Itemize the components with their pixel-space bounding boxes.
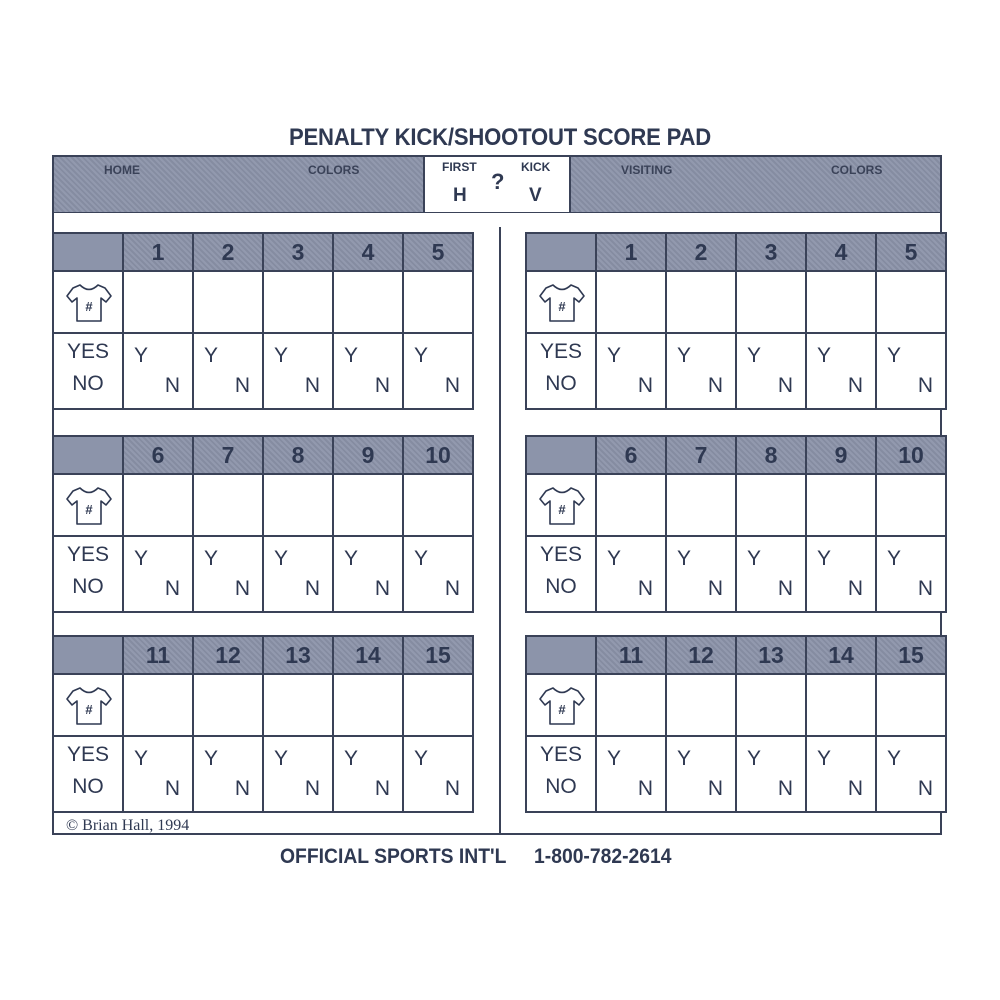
kick-number-cell: 14 [806,636,876,674]
result-cell[interactable] [736,536,806,612]
yes-mark[interactable]: Y [677,747,692,770]
no-mark[interactable]: N [304,374,320,397]
jersey-number-symbol: # [85,502,93,517]
corner-cell [526,233,596,271]
no-mark[interactable]: N [164,374,180,397]
no-mark[interactable]: N [164,577,180,600]
company-name: OFFICIAL SPORTS INT'L [280,845,507,868]
jersey-number-input-cell[interactable] [263,271,333,333]
jersey-row [53,271,473,333]
kick-number-cell: 13 [736,636,806,674]
yes-mark[interactable]: Y [887,747,902,770]
jersey-number-input-cell[interactable] [596,674,666,736]
kick-number-row [526,233,946,271]
jersey-label-cell [526,474,596,536]
jersey-number-input-cell[interactable] [876,474,946,536]
no-mark[interactable]: N [777,374,793,397]
yes-label: YES [539,340,583,363]
kick-number-cell: 7 [666,436,736,474]
page-title: PENALTY KICK/SHOOTOUT SCORE PAD [288,124,712,151]
visiting-kicks-block-2 [525,435,947,613]
yes-mark[interactable]: Y [274,344,289,367]
result-cell[interactable] [596,333,666,409]
result-cell[interactable] [123,333,193,409]
jersey-number-input-cell[interactable] [193,271,263,333]
kick-number-cell: 1 [596,233,666,271]
jersey-number-input-cell[interactable] [123,271,193,333]
jersey-number-input-cell[interactable] [666,674,736,736]
yes-mark[interactable]: Y [204,547,219,570]
jersey-label-cell [53,271,123,333]
result-cell[interactable] [333,736,403,812]
yes-mark[interactable]: Y [414,547,429,570]
result-cell[interactable] [123,736,193,812]
home-kicks-block-2 [52,435,474,613]
corner-cell [526,636,596,674]
no-label: NO [545,372,577,395]
visiting-label: VISITING [621,163,673,177]
result-cell[interactable] [736,736,806,812]
jersey-number-input-cell[interactable] [596,474,666,536]
yes-no-label-cell [526,333,596,409]
kick-number-cell: 13 [263,636,333,674]
result-cell[interactable] [263,536,333,612]
kick-number-cell: 14 [333,636,403,674]
no-mark[interactable]: N [777,777,793,800]
no-mark[interactable]: N [234,374,250,397]
jersey-number-input-cell[interactable] [403,474,473,536]
visiting-colors-label: COLORS [831,163,883,177]
yes-mark[interactable]: Y [817,547,832,570]
yes-mark[interactable]: Y [134,747,149,770]
result-cell[interactable] [123,536,193,612]
result-cell[interactable] [193,333,263,409]
result-row [53,333,473,409]
result-cell[interactable] [403,736,473,812]
kick-number-cell: 3 [263,233,333,271]
no-mark[interactable]: N [707,777,723,800]
jersey-number-symbol: # [558,702,566,717]
yes-label: YES [66,543,110,566]
kick-number-cell: 12 [193,636,263,674]
jersey-number-input-cell[interactable] [736,271,806,333]
result-cell[interactable] [876,333,946,409]
yes-mark[interactable]: Y [134,344,149,367]
first-label: FIRST [442,160,477,174]
jersey-number-input-cell[interactable] [123,674,193,736]
home-header-band [54,157,423,212]
result-cell[interactable] [736,333,806,409]
no-mark[interactable]: N [164,777,180,800]
result-cell[interactable] [876,536,946,612]
no-mark[interactable]: N [707,577,723,600]
result-cell[interactable] [596,736,666,812]
jersey-label-cell [53,674,123,736]
result-cell[interactable] [263,736,333,812]
result-cell[interactable] [403,536,473,612]
kick-number-cell: 4 [806,233,876,271]
yes-label: YES [66,743,110,766]
jersey-icon [537,683,587,729]
kick-number-cell: 6 [123,436,193,474]
result-cell[interactable] [193,736,263,812]
yes-mark[interactable]: Y [817,747,832,770]
yes-mark[interactable]: Y [747,547,762,570]
kick-number-row [526,436,946,474]
yes-mark[interactable]: Y [607,344,622,367]
header-divider [54,212,940,213]
yes-mark[interactable]: Y [677,547,692,570]
yes-label: YES [539,543,583,566]
kick-number-cell: 9 [333,436,403,474]
kick-number-cell: 6 [596,436,666,474]
kick-number-cell: 11 [123,636,193,674]
no-label: NO [545,775,577,798]
jersey-row [526,474,946,536]
jersey-number-input-cell[interactable] [333,271,403,333]
yes-mark[interactable]: Y [747,344,762,367]
jersey-number-input-cell[interactable] [806,674,876,736]
jersey-number-input-cell[interactable] [263,674,333,736]
yes-no-label-cell [526,736,596,812]
kick-number-cell: 9 [806,436,876,474]
result-cell[interactable] [666,736,736,812]
result-row [526,333,946,409]
corner-cell [53,636,123,674]
kick-number-cell: 5 [876,233,946,271]
no-mark[interactable]: N [304,777,320,800]
result-cell[interactable] [403,333,473,409]
home-kicks-block-1 [52,232,474,410]
no-mark[interactable]: N [234,577,250,600]
yes-mark[interactable]: Y [607,747,622,770]
result-cell[interactable] [333,333,403,409]
kick-number-cell: 5 [403,233,473,271]
kick-label: KICK [521,160,551,174]
jersey-icon [537,280,587,326]
home-kicks-block-3 [52,635,474,813]
jersey-icon [64,683,114,729]
corner-cell [526,436,596,474]
kick-number-cell: 15 [403,636,473,674]
kick-number-cell: 8 [736,436,806,474]
kick-number-row [53,233,473,271]
kick-number-row [526,636,946,674]
yes-mark[interactable]: Y [274,747,289,770]
home-label: HOME [104,163,140,177]
no-mark[interactable]: N [374,374,390,397]
no-label: NO [72,775,104,798]
no-mark[interactable]: N [304,577,320,600]
jersey-number-symbol: # [85,299,93,314]
visiting-kicks-block-1 [525,232,947,410]
no-mark[interactable]: N [917,777,933,800]
jersey-label-cell [526,271,596,333]
jersey-row [526,674,946,736]
no-mark[interactable]: N [637,777,653,800]
visiting-kicks-block-3 [525,635,947,813]
result-cell[interactable] [263,333,333,409]
yes-mark[interactable]: Y [887,344,902,367]
jersey-number-input-cell[interactable] [666,474,736,536]
result-cell[interactable] [806,536,876,612]
no-mark[interactable]: N [637,577,653,600]
first-kick-box [423,157,571,212]
result-row [526,536,946,612]
jersey-number-input-cell[interactable] [193,474,263,536]
no-mark[interactable]: N [917,374,933,397]
no-mark[interactable]: N [847,374,863,397]
kick-number-row [53,636,473,674]
kick-number-cell: 2 [193,233,263,271]
kick-number-cell: 4 [333,233,403,271]
jersey-icon [64,280,114,326]
jersey-number-symbol: # [558,502,566,517]
yes-no-label-cell [53,536,123,612]
no-mark[interactable]: N [707,374,723,397]
home-colors-label: COLORS [308,163,360,177]
no-mark[interactable]: N [847,777,863,800]
result-cell[interactable] [806,333,876,409]
yes-no-label-cell [53,333,123,409]
no-mark[interactable]: N [234,777,250,800]
jersey-number-symbol: # [85,702,93,717]
result-cell[interactable] [876,736,946,812]
yes-mark[interactable]: Y [887,547,902,570]
no-mark[interactable]: N [917,577,933,600]
yes-label: YES [539,743,583,766]
no-mark[interactable]: N [777,577,793,600]
jersey-number-input-cell[interactable] [123,474,193,536]
yes-no-label-cell [526,536,596,612]
result-cell[interactable] [666,536,736,612]
jersey-row [53,474,473,536]
no-label: NO [545,575,577,598]
jersey-number-input-cell[interactable] [666,271,736,333]
yes-mark[interactable]: Y [414,747,429,770]
result-row [53,736,473,812]
yes-mark[interactable]: Y [204,747,219,770]
yes-no-label-cell [53,736,123,812]
result-cell[interactable] [666,333,736,409]
no-label: NO [72,575,104,598]
kick-number-cell: 7 [193,436,263,474]
yes-mark[interactable]: Y [747,747,762,770]
yes-label: YES [66,340,110,363]
yes-mark[interactable]: Y [817,344,832,367]
no-mark[interactable]: N [374,777,390,800]
jersey-number-input-cell[interactable] [876,674,946,736]
jersey-number-input-cell[interactable] [806,474,876,536]
kick-number-cell: 2 [666,233,736,271]
copyright-text: © Brian Hall, 1994 [66,817,190,834]
question-mark: ? [491,169,505,194]
jersey-number-input-cell[interactable] [333,674,403,736]
yes-mark[interactable]: Y [607,547,622,570]
jersey-number-input-cell[interactable] [596,271,666,333]
kick-number-row [53,436,473,474]
yes-mark[interactable]: Y [414,344,429,367]
corner-cell [53,233,123,271]
visiting-header-band [571,157,940,212]
jersey-number-input-cell[interactable] [403,271,473,333]
kick-number-cell: 12 [666,636,736,674]
jersey-number-input-cell[interactable] [806,271,876,333]
home-first-option[interactable]: H [453,185,467,206]
no-mark[interactable]: N [444,577,460,600]
kick-number-cell: 10 [876,436,946,474]
kick-number-cell: 11 [596,636,666,674]
corner-cell [53,436,123,474]
visiting-first-option[interactable]: V [529,185,542,206]
no-label: NO [72,372,104,395]
yes-mark[interactable]: Y [134,547,149,570]
yes-mark[interactable]: Y [344,344,359,367]
result-row [526,736,946,812]
jersey-number-input-cell[interactable] [263,474,333,536]
jersey-number-input-cell[interactable] [403,674,473,736]
result-cell[interactable] [806,736,876,812]
no-mark[interactable]: N [444,777,460,800]
jersey-number-input-cell[interactable] [333,474,403,536]
no-mark[interactable]: N [847,577,863,600]
center-divider [499,227,501,835]
yes-mark[interactable]: Y [677,344,692,367]
kick-number-cell: 3 [736,233,806,271]
kick-number-cell: 15 [876,636,946,674]
yes-mark[interactable]: Y [344,547,359,570]
jersey-icon [537,483,587,529]
jersey-icon [64,483,114,529]
jersey-label-cell [53,474,123,536]
no-mark[interactable]: N [637,374,653,397]
result-row [53,536,473,612]
jersey-number-input-cell[interactable] [876,271,946,333]
jersey-row [526,271,946,333]
kick-number-cell: 1 [123,233,193,271]
no-mark[interactable]: N [444,374,460,397]
jersey-number-input-cell[interactable] [736,674,806,736]
no-mark[interactable]: N [374,577,390,600]
kick-number-cell: 8 [263,436,333,474]
result-cell[interactable] [596,536,666,612]
jersey-row [53,674,473,736]
jersey-number-symbol: # [558,299,566,314]
kick-number-cell: 10 [403,436,473,474]
jersey-number-input-cell[interactable] [193,674,263,736]
footer [280,845,672,869]
yes-mark[interactable]: Y [204,344,219,367]
result-cell[interactable] [193,536,263,612]
phone-number: 1-800-782-2614 [534,845,672,868]
yes-mark[interactable]: Y [344,747,359,770]
result-cell[interactable] [333,536,403,612]
jersey-label-cell [526,674,596,736]
yes-mark[interactable]: Y [274,547,289,570]
jersey-number-input-cell[interactable] [736,474,806,536]
